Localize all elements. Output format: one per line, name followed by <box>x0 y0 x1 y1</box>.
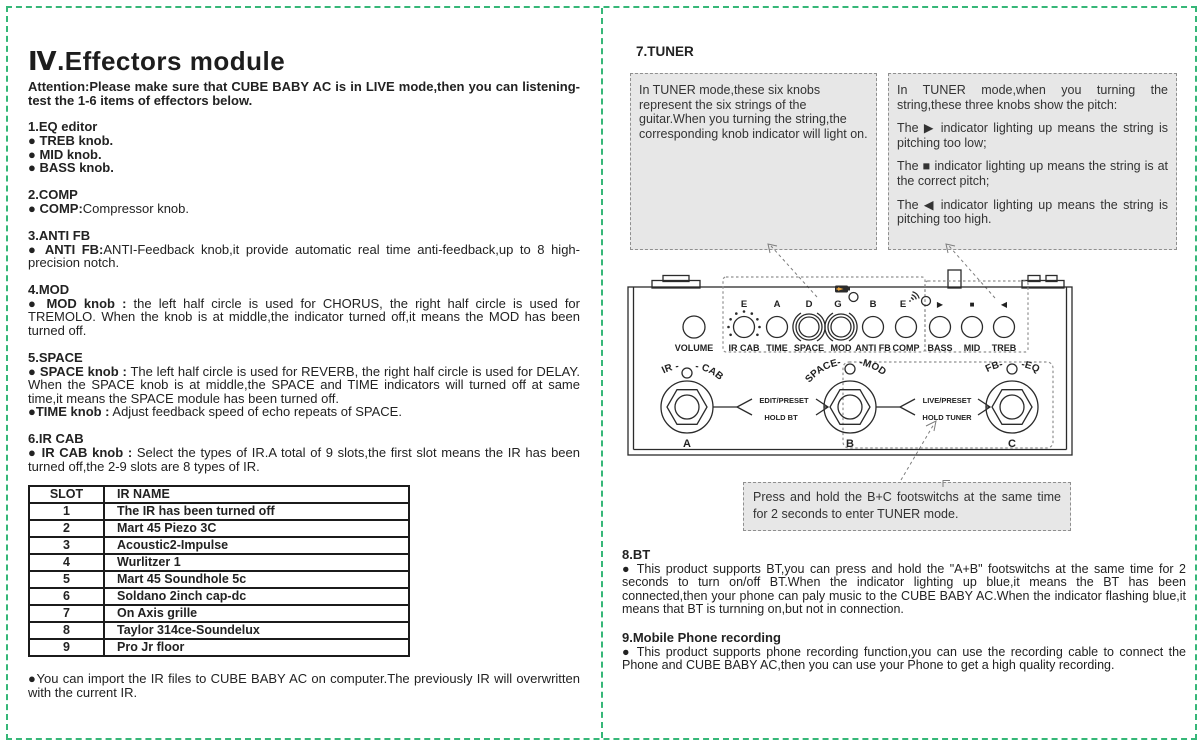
cell-slot: 9 <box>29 639 104 656</box>
table-row <box>29 639 409 656</box>
bullet-text: Adjust feedback speed of echo repeats of SPACE. <box>109 404 402 420</box>
knob-label-treb: TREB <box>991 343 1017 353</box>
footswitch-c-led <box>1007 364 1017 374</box>
arc-label-cab: - CAB <box>694 361 726 383</box>
string-label-a: A <box>773 299 781 310</box>
section-body <box>28 365 580 406</box>
section-heading: 2.COMP <box>28 186 78 202</box>
cell-slot: 1 <box>29 503 104 520</box>
bullet-text: the left half circle is used for CHORUS, the right half circle is used for TREMOLO. When the knob is at middle,the indicator turned off,it means the MOD has been turned off. <box>28 295 580 338</box>
knob-label-volume: VOLUME <box>674 343 714 353</box>
knob-label-ircab: IR CAB <box>728 343 760 353</box>
connector-ab <box>713 396 828 422</box>
knob-label-bass: BASS <box>927 343 953 353</box>
connector-label-hold-tuner: HOLD TUNER <box>922 413 972 422</box>
section-heading-recording: 9.Mobile Phone recording <box>622 629 781 645</box>
footswitch-a <box>660 361 725 450</box>
knob-mod <box>825 313 857 341</box>
knob-label-mid: MID <box>963 343 981 353</box>
table-row <box>29 571 409 588</box>
device-body <box>628 270 1072 455</box>
pitch-correct-icon: ■ <box>969 300 975 309</box>
knob-volume <box>683 316 705 338</box>
knob-comp <box>896 317 917 338</box>
knob-antifb <box>863 317 884 338</box>
footswitch-b <box>803 357 887 450</box>
bt-wireless-icon <box>909 292 919 302</box>
tuner-mode-note: Press and hold the B+C footswitchs at the same time for 2 seconds to enter TUNER mode. <box>743 482 1071 531</box>
top-button <box>948 270 961 288</box>
section-eq-editor <box>28 120 580 175</box>
left-column <box>28 46 580 699</box>
arc-label-space: SPACE- <box>803 357 842 386</box>
footswitch-b-led <box>845 364 855 374</box>
string-label-e6: E <box>740 299 748 310</box>
col-header-slot: SLOT <box>29 486 104 503</box>
ir-import-note: ●You can import the IR files to CUBE BABY AC on computer.The previously IR will overwritten with the current IR. <box>28 671 580 700</box>
footswitch-a-label: A <box>683 438 691 450</box>
arrow-to-right-note <box>946 244 995 298</box>
arc-label-eq: -EQ <box>1020 359 1042 376</box>
bullet-mid: ● MID knob. <box>28 146 102 162</box>
cell-slot: 6 <box>29 588 104 605</box>
dashed-box-effect-knobs <box>723 277 925 352</box>
cell-slot: 4 <box>29 554 104 571</box>
table-header-row <box>29 486 409 503</box>
cell-slot: 5 <box>29 571 104 588</box>
knob-ircab <box>727 310 761 337</box>
section-heading: 3.ANTI FB <box>28 227 91 243</box>
connector-label-live-preset: LIVE/PRESET <box>922 396 972 405</box>
bullet-lead: ● MOD knob : <box>28 295 127 311</box>
tuner-note-six-knobs: In TUNER mode,these six knobs represent the six strings of the guitar.When you turning the string,the corresponding knob indicator will light on. <box>630 73 877 250</box>
dashed-box-bc-footswitches <box>843 362 1053 448</box>
section-comp <box>28 188 580 216</box>
bullet-text: Compressor knob. <box>82 200 190 216</box>
bullet-lead: ● SPACE knob : <box>28 363 127 379</box>
table-row <box>29 588 409 605</box>
attention-note: Attention:Please make sure that CUBE BABY AC is in LIVE mode,then you can listening-test the 1-6 items of effectors below. <box>28 79 580 108</box>
cell-irname: Pro Jr floor <box>104 639 409 656</box>
knob-label-time: TIME <box>766 343 788 353</box>
bullet-text: The left half circle is used for REVERB, the right half circle is used for DELAY. When the SPACE knob is at middle,the SPACE and TIME indicators will turned off at same time,it means the SPACE module has been turned off. <box>28 363 580 406</box>
section-space <box>28 351 580 419</box>
cell-irname: Wurlitzer 1 <box>104 554 409 571</box>
knob-label-antifb: ANTI FB <box>855 343 891 353</box>
section-heading: 4.MOD <box>28 281 70 297</box>
bullet-text: Select the types of IR.A total of 9 slots,the first slot means the IR has been turned off,the 2-9 slots are 8 types of IR. <box>28 444 580 474</box>
section-heading: 6.IR CAB <box>28 430 84 446</box>
cell-slot: 3 <box>29 537 104 554</box>
top-left-jack <box>652 276 700 289</box>
table-row <box>29 622 409 639</box>
footswitch-c-label: C <box>1008 438 1016 450</box>
table-row <box>29 503 409 520</box>
column-divider <box>601 8 603 738</box>
footswitch-a-led <box>682 368 692 378</box>
cell-irname: The IR has been turned off <box>104 503 409 520</box>
cell-slot: 8 <box>29 622 104 639</box>
cell-irname: Mart 45 Soundhole 5c <box>104 571 409 588</box>
bullet-lead: ● ANTI FB: <box>28 241 104 257</box>
col-header-irname: IR NAME <box>104 486 409 503</box>
section-antifb <box>28 229 580 270</box>
knob-bass <box>930 317 951 338</box>
bullet-lead: ●TIME knob : <box>28 404 110 420</box>
section-body <box>28 405 580 419</box>
bullet-bass: ● BASS knob. <box>28 160 114 176</box>
knob-labels <box>675 343 1017 353</box>
table-row <box>29 554 409 571</box>
tuner-pitch-low: The ▶ indicator lighting up means the string is pitching too low; <box>897 121 1168 150</box>
cell-irname: Soldano 2inch cap-dc <box>104 588 409 605</box>
section-heading-tuner: 7.TUNER <box>636 44 694 59</box>
tuner-pitch-correct: The ■ indicator lighting up means the string is at the correct pitch; <box>897 159 1168 188</box>
knob-label-comp: COMP <box>892 343 920 353</box>
cell-slot: 2 <box>29 520 104 537</box>
cell-irname: On Axis grille <box>104 605 409 622</box>
string-label-b: B <box>869 299 877 310</box>
cell-irname: Mart 45 Piezo 3C <box>104 520 409 537</box>
knob-time <box>767 317 788 338</box>
pitch-low-icon: ▶ <box>936 300 944 309</box>
connector-label-edit-preset: EDIT/PRESET <box>759 396 809 405</box>
section-body <box>28 446 580 473</box>
cell-slot: 7 <box>29 605 104 622</box>
arc-label-ir: IR - <box>660 361 680 377</box>
battery-led <box>849 293 858 302</box>
section-body <box>28 243 580 270</box>
arrow-to-left-note <box>768 244 817 297</box>
tuner-pitch-intro: In TUNER mode,when you turning the string,these three knobs show the pitch: <box>897 83 1168 112</box>
footswitch-b-label: B <box>846 438 854 450</box>
section-heading-bt: 8.BT <box>622 547 651 562</box>
pitch-high-icon: ◀ <box>1000 300 1008 309</box>
top-right-jack <box>1022 276 1064 289</box>
knob-label-space: SPACE <box>793 343 825 353</box>
string-label-d: D <box>805 299 813 310</box>
section-mod <box>28 283 580 338</box>
string-labels <box>741 299 906 310</box>
knob-mid <box>962 317 983 338</box>
arrow-to-tuner-note <box>901 421 950 487</box>
knob-treb <box>994 317 1015 338</box>
cell-irname: Acoustic2-Impulse <box>104 537 409 554</box>
pitch-symbols <box>937 300 1008 309</box>
footswitch-c <box>984 359 1042 450</box>
bullet-lead: ● IR CAB knob : <box>28 444 133 460</box>
knob-label-mod: MOD <box>830 343 852 353</box>
knob-space <box>793 313 825 341</box>
cell-irname: Taylor 314ce-Soundelux <box>104 622 409 639</box>
bt-led <box>922 297 931 306</box>
connector-label-hold-bt: HOLD BT <box>764 413 798 422</box>
table-row <box>29 605 409 622</box>
arc-label-fb: FB- <box>983 359 1004 375</box>
bullet-text: ANTI-Feedback knob,it provide automatic real time anti-feedback,up to 8 high-precision notch. <box>28 241 580 271</box>
section-body <box>28 297 580 338</box>
section-body <box>28 202 580 216</box>
bt-text: ● This product supports BT,you can press and hold the "A+B" footswitchs at the same time for 2 seconds to turn on/off BT.When the indicator lighting up blue,it means the BT has been connected,then your phone can paly music to the CUBE BABY AC.When the indicator flashing blue,it means that BT is turnning on,but not in connection. <box>622 562 1186 617</box>
connector-bc <box>876 396 990 422</box>
table-row <box>29 537 409 554</box>
string-label-e1: E <box>899 299 907 310</box>
right-column-bottom <box>622 548 1186 672</box>
arc-label-mod: -MOD <box>858 357 888 378</box>
table-row <box>29 520 409 537</box>
section-heading: 1.EQ editor <box>28 119 98 135</box>
bullet-treb: ● TREB knob. <box>28 133 114 149</box>
battery-icon <box>835 286 850 293</box>
recording-text: ● This product supports phone recording function,you can use the recording cable to connect the Phone and CUBE BABY AC,then you can use your Phone to get a high quality recording. <box>622 644 1186 673</box>
dashed-box-eq-knobs <box>925 281 1028 352</box>
section-heading: 5.SPACE <box>28 349 83 365</box>
tuner-pitch-high: The ◀ indicator lighting up means the string is pitching too high. <box>897 197 1168 227</box>
tuner-note-pitch <box>888 73 1177 250</box>
ir-slot-table <box>28 485 410 657</box>
section-ircab <box>28 432 580 473</box>
bullet-lead: ● COMP: <box>28 200 83 216</box>
page-title: Ⅳ.Effectors module <box>28 46 286 76</box>
string-label-g: G <box>834 299 842 310</box>
